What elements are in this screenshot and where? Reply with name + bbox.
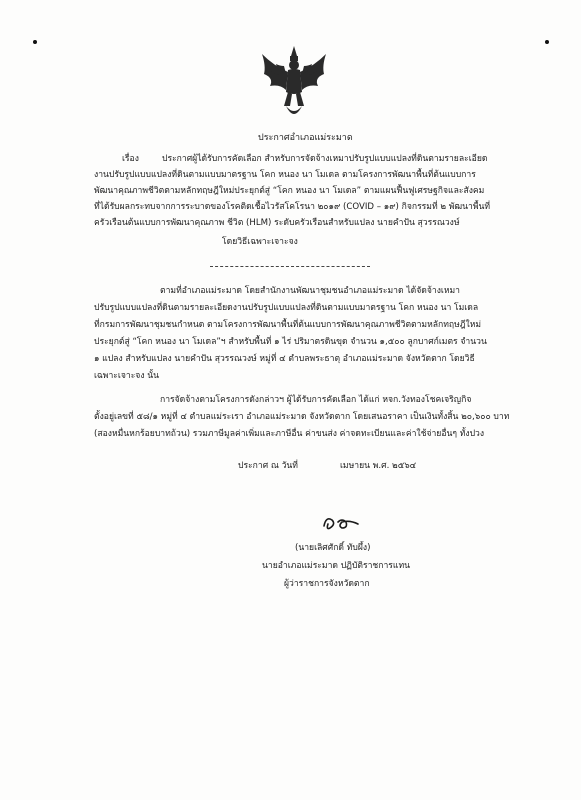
announce-date: เมษายน พ.ศ. ๒๕๖๔ xyxy=(340,461,417,471)
scan-speck xyxy=(33,40,37,44)
signatory-name: (นายเลิศศักดิ์ ทับผึ้ง) xyxy=(295,543,371,553)
subject-line: ประกาศผู้ได้รับการคัดเลือก สำหรับการจัดจ้างเหมาปรับรูปแบบแปลงที่ดินตามรายละเอียด xyxy=(162,154,488,164)
paragraph-line: ตั้งอยู่เลขที่ ๕๘/๑ หมู่ที่ ๔ ตำบลแม่ระเรา อำเภอแม่ระมาด จังหวัดตาก โดยเสนอราคา เป็นเงินทั้งสิ้น ๒๐,๖๐๐ บาท xyxy=(94,412,510,422)
subject-line: ครัวเรือนต้นแบบการพัฒนาคุณภาพ ชีวิต (HLM) ระดับครัวเรือนสำหรับแปลง นายคำปัน สุวรรณวงษ์ xyxy=(94,218,460,228)
announce-label: ประกาศ ณ วันที่ xyxy=(238,461,298,471)
paragraph-line: (สองหมื่นหกร้อยบาทถ้วน) รวมภาษีมูลค่าเพิ่มและภาษีอื่น ค่าขนส่ง ค่าจดทะเบียนและค่าใช้จ่ายอื่นๆ ทั้งปวง xyxy=(94,429,485,439)
signatory-position: นายอำเภอแม่ระมาด ปฏิบัติราชการแทน xyxy=(262,561,410,571)
separator-rule xyxy=(210,266,370,267)
scan-speck xyxy=(545,40,549,44)
signatory-position: ผู้ว่าราชการจังหวัดตาก xyxy=(284,579,370,589)
paragraph-line: เฉพาะเจาะจง นั้น xyxy=(94,371,160,381)
document-title: ประกาศอำเภอแม่ระมาด xyxy=(258,133,353,143)
paragraph-line: การจัดจ้างตามโครงการดังกล่าวฯ ผู้ได้รับการคัดเลือก ได้แก่ หจก.วังทองโชคเจริญกิจ xyxy=(160,395,472,405)
paragraph-line: ประยุกต์สู่ “โคก หนอง นา โมเดล”ฯ สำหรับพื้นที่ ๑ ไร่ ปริมาตรดินขุด จำนวน ๑,๕๐๐ ลูกบาศก์เมตร จำนวน xyxy=(94,337,487,347)
subject-line: พัฒนาคุณภาพชีวิตตามหลักทฤษฎีใหม่ประยุกต์สู่ “โคก หนอง นา โมเดล” ตามแผนฟื้นฟูเศรษฐกิจและสังคม xyxy=(94,186,485,196)
paragraph-line: ๑ แปลง สำหรับแปลง นายคำปัน สุวรรณวงษ์ หมู่ที่ ๔ ตำบลพระธาตุ อำเภอแม่ระมาด จังหวัดตาก โดยวิธี xyxy=(94,354,475,364)
handwritten-signature xyxy=(320,512,364,534)
paragraph-line: ตามที่อำเภอแม่ระมาด โดยสำนักงานพัฒนาชุมชนอำเภอแม่ระมาด ได้จัดจ้างเหมา xyxy=(160,286,460,296)
paragraph-line: ปรับรูปแบบแปลงที่ดินตามรายละเอียดงานปรับรูปแบบแปลงที่ดินตามแบบมาตรฐาน โคก หนอง นา โมเดล xyxy=(94,303,479,313)
paragraph-line: ที่กรมการพัฒนาชุมชนกำหนด ตามโครงการพัฒนาพื้นที่ต้นแบบการพัฒนาคุณภาพชีวิตตามหลักทฤษฎีใหม่ xyxy=(94,320,482,330)
subject-line: งานปรับรูปแบบแปลงที่ดินตามแบบมาตรฐาน โคก หนอง นา โมเดล ตามโครงการพัฒนาพื้นที่ต้นแบบการ xyxy=(94,170,476,180)
subject-label: เรื่อง xyxy=(122,154,139,164)
garuda-emblem-icon xyxy=(258,44,330,118)
subject-line: ที่ได้รับผลกระทบจากการระบาดของโรคติดเชื้อไวรัสโคโรนา ๒๐๑๙ (COVID – ๑๙) กิจกรรมที่ ๒ พัฒนาพื้นที่ xyxy=(94,202,491,212)
subject-line: โดยวิธีเฉพาะเจาะจง xyxy=(222,237,298,247)
